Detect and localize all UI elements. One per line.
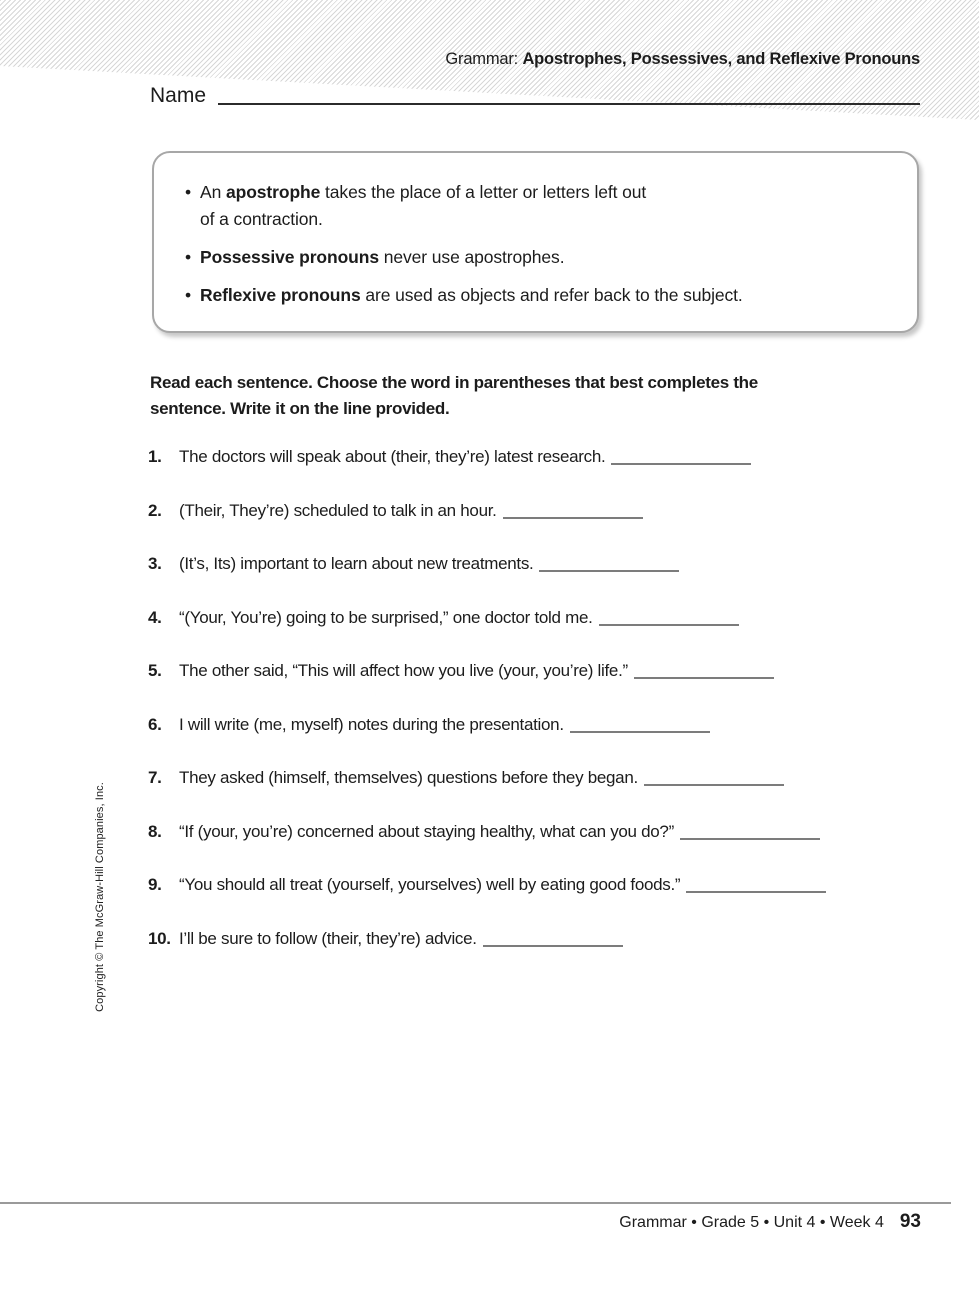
item-text: They asked (himself, themselves) questions before they began. <box>179 768 638 787</box>
bullet-text-term: Possessive pronouns <box>200 247 379 267</box>
page-footer <box>619 1211 921 1233</box>
item-number: 1. <box>148 447 162 466</box>
item-number: 7. <box>148 768 162 787</box>
answer-blank[interactable] <box>644 772 784 786</box>
item-number: 2. <box>148 500 162 520</box>
exercise-item-2 <box>148 500 948 522</box>
answer-blank[interactable] <box>570 719 710 733</box>
item-number: 4. <box>148 607 162 627</box>
item-number: 6. <box>148 714 162 734</box>
copyright-sidebar: Copyright © The McGraw-Hill Companies, Inc. <box>94 782 106 1012</box>
exercise-list <box>148 446 948 981</box>
page-header <box>445 50 920 69</box>
bullet-icon: • <box>185 247 192 267</box>
bullet-text-post: never use apostrophes. <box>379 247 565 267</box>
instructions-line1: Read each sentence. Choose the word in parentheses that best completes the <box>150 373 758 392</box>
exercise-item-9 <box>148 874 948 896</box>
exercise-instructions <box>150 370 930 422</box>
exercise-item-7 <box>148 767 948 789</box>
exercise-item-8 <box>148 821 948 843</box>
bullet-text-line2: of a contraction. <box>200 209 323 229</box>
item-text: (It’s, Its) important to learn about new treatments. <box>179 554 534 573</box>
item-text: I will write (me, myself) notes during the presentation. <box>179 714 564 734</box>
exercise-item-10 <box>148 928 948 950</box>
name-row <box>150 84 920 108</box>
instructions-line2: sentence. Write it on the line provided. <box>150 399 450 418</box>
rule-bullet-possessive <box>154 244 917 271</box>
name-label: Name <box>150 84 207 107</box>
bullet-text-post: takes the place of a letter or letters left out <box>320 182 647 202</box>
footer-rule <box>0 1202 951 1204</box>
exercise-item-5 <box>148 660 948 682</box>
bullet-text-pre: An <box>200 182 226 202</box>
rule-bullet-apostrophe <box>154 179 917 233</box>
item-text: I’ll be sure to follow (their, they’re) advice. <box>179 928 477 948</box>
item-number: 9. <box>148 875 162 894</box>
item-text: (Their, They’re) scheduled to talk in an hour. <box>179 500 497 520</box>
item-text: “(Your, You’re) going to be surprised,” one doctor told me. <box>179 607 593 627</box>
answer-blank[interactable] <box>611 451 751 465</box>
answer-blank[interactable] <box>539 558 679 572</box>
answer-blank[interactable] <box>634 665 774 679</box>
item-text: “You should all treat (yourself, yourselves) well by eating good foods.” <box>179 875 681 894</box>
item-number: 8. <box>148 821 162 841</box>
bullet-text-term: Reflexive pronouns <box>200 285 361 305</box>
item-text: The other said, “This will affect how you live (your, you’re) life.” <box>179 661 628 680</box>
bullet-text-term: apostrophe <box>225 182 321 202</box>
bullet-text-post: are used as objects and refer back to the subject. <box>360 285 743 305</box>
answer-blank[interactable] <box>680 826 820 840</box>
page-number: 93 <box>899 1211 921 1232</box>
header-subject-label: Grammar: <box>445 50 523 68</box>
exercise-item-6 <box>148 714 948 736</box>
item-text: “If (your, you’re) concerned about staying healthy, what can you do?” <box>179 821 674 841</box>
bullet-icon: • <box>185 182 192 202</box>
answer-blank[interactable] <box>599 612 739 626</box>
rules-callout-box <box>152 151 919 333</box>
item-number: 3. <box>148 554 162 573</box>
item-number: 10. <box>148 928 171 948</box>
exercise-item-3 <box>148 553 948 575</box>
header-title: Apostrophes, Possessives, and Reflexive Pronouns <box>522 50 920 68</box>
footer-breadcrumb: Grammar • Grade 5 • Unit 4 • Week 4 <box>619 1214 884 1231</box>
exercise-item-1 <box>148 446 948 468</box>
name-write-line[interactable] <box>218 103 920 105</box>
bullet-icon: • <box>185 285 192 305</box>
rule-bullet-reflexive <box>154 282 917 309</box>
answer-blank[interactable] <box>686 879 826 893</box>
item-number: 5. <box>148 661 162 680</box>
exercise-item-4 <box>148 607 948 629</box>
answer-blank[interactable] <box>483 933 623 947</box>
item-text: The doctors will speak about (their, they’re) latest research. <box>179 447 606 466</box>
answer-blank[interactable] <box>503 505 643 519</box>
